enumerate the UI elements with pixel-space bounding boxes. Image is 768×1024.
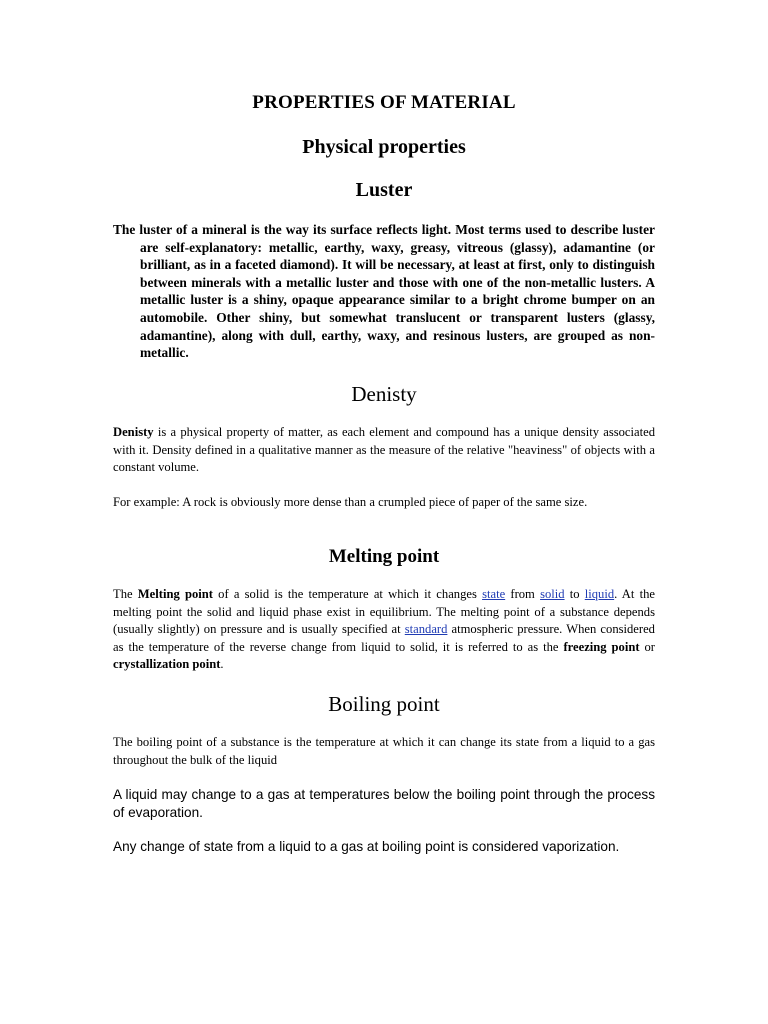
link-state[interactable]: state (482, 587, 506, 601)
melting-text-8: . (220, 657, 224, 672)
melting-text-4: to (564, 587, 585, 601)
density-example-paragraph: For example: A rock is obviously more dense than a crumpled piece of paper of the same size. (113, 495, 588, 509)
link-liquid[interactable]: liquid (584, 587, 615, 601)
boiling-paragraph-1: The boiling point of a substance is the temperature at which it can change its state from a liquid to a gas throughout the bulk of the liquid (113, 735, 655, 767)
melting-text-5: . At the melting point the solid and liquid phase exist in equilibrium. The melting point of a substance depends (usually slightly) on pressure and is usually specified at (113, 587, 655, 637)
link-solid[interactable]: solid (540, 587, 565, 601)
melting-text-7: or (639, 639, 655, 654)
heading-boiling-point: Boiling point (328, 692, 440, 716)
freezing-point-term: freezing point (563, 639, 640, 654)
document-title: PROPERTIES OF MATERIAL (252, 92, 516, 113)
boiling-paragraph-3: Any change of state from a liquid to a gas at boiling point is considered vaporization. (113, 839, 620, 854)
density-text: is a physical property of matter, as each element and compound has a unique density associated with it. Density defined in a qualitative manner as the measure of the relative "heaviness" of objects with a constant volume. (113, 425, 655, 475)
link-standard[interactable]: standard (404, 622, 448, 637)
melting-point-paragraph (113, 586, 655, 674)
section-title-physical-properties: Physical properties (302, 136, 466, 158)
melting-text-2: of a solid is the temperature at which it changes (212, 587, 483, 601)
heading-density: Denisty (351, 382, 417, 406)
density-term: Denisty (113, 425, 154, 439)
melting-text-3: from (505, 587, 541, 601)
luster-paragraph: The luster of a mineral is the way its surface reflects light. Most terms used to describe luster are self-explanatory: metallic, earthy, waxy, greasy, vitreous (glassy), adamantine (or brilliant, as in a faceted diamond). It will be necessary, at least at first, only to distinguish between minerals with a metallic luster and those with one of the non-metallic lusters. A metallic luster is a shiny, opaque appearance similar to a bright chrome bumper on an automobile. Other shiny, but somewhat translucent or transparent lusters (glassy, adamantine), along with dull, earthy, waxy, and resinous lusters, are grouped as non-metallic. (113, 222, 655, 361)
boiling-paragraph-2: A liquid may change to a gas at temperatures below the boiling point through the process of evaporation. (113, 787, 655, 820)
melting-point-term: Melting point (137, 587, 213, 601)
density-paragraph (113, 424, 655, 477)
melting-text-6: atmospheric pressure. When considered as the temperature of the reverse change from liquid to solid, it is referred to as the (113, 622, 655, 654)
melting-text-1: The (113, 587, 138, 601)
heading-melting-point: Melting point (328, 546, 440, 567)
crystallization-point-term: crystallization point (113, 657, 221, 672)
heading-luster: Luster (355, 179, 413, 201)
